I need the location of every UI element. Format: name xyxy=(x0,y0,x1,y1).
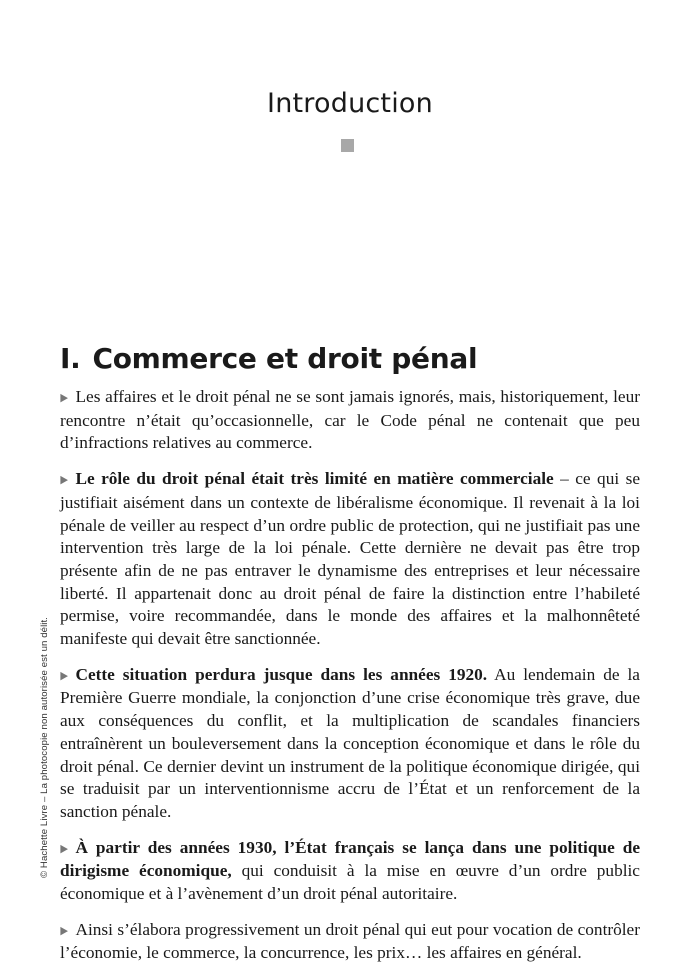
paragraph-2 xyxy=(60,468,640,651)
paragraph-5 xyxy=(60,919,640,965)
triangle-bullet-icon: ▶ xyxy=(60,474,69,487)
triangle-bullet-icon: ▶ xyxy=(60,924,69,937)
paragraph-4 xyxy=(60,837,640,906)
copyright-notice: © Hachette Livre – La photocopie non autorisée est un délit. xyxy=(39,616,50,878)
paragraph-1 xyxy=(60,386,640,455)
paragraph-text: qui conduisit à la mise en œuvre d’un ordre public économique et à l’avènement d’un droit pénal autoritaire. xyxy=(60,861,640,904)
section-number: I. xyxy=(60,342,81,375)
paragraph-text: Les affaires et le droit pénal ne se sont jamais ignorés, mais, historiquement, leur rencontre n’était qu’occasionnelle, car le Code pénal ne contenait que peu d’infractions relatives au commerce. xyxy=(60,387,640,453)
paragraph-text: Ainsi s’élabora progressivement un droit pénal qui eut pour vocation de contrôler l’économie, le commerce, la concurrence, les prix… les affaires en général. xyxy=(60,919,640,963)
paragraph-3 xyxy=(60,664,640,824)
title-ornament-square-icon xyxy=(341,139,354,152)
triangle-bullet-icon: ▶ xyxy=(60,669,69,682)
paragraph-lead: Le rôle du droit pénal était très limité en matière commerciale xyxy=(75,469,554,489)
triangle-bullet-icon: ▶ xyxy=(60,842,69,855)
paragraph-text: Au lendemain de la Première Guerre mondiale, la conjonction d’une crise économique très grave, due aux conséquences du conflit, et la multiplication de scandales financiers entraînèrent un bouleversement dans la conception économique et dans le rôle du droit pénal. Ce dernier devint un instrument de la politique économique dirigée, qui se traduisit par un interventionnisme accru de l’État et un renforcement de la sanction pénale. xyxy=(60,664,640,821)
section-title: Commerce et droit pénal xyxy=(92,342,478,375)
body-text xyxy=(60,386,640,978)
section-heading xyxy=(60,342,477,375)
paragraph-lead: À partir des années 1930, l’État français se lança dans une politique de dirigisme économique, xyxy=(60,837,640,881)
triangle-bullet-icon: ▶ xyxy=(60,392,69,404)
paragraph-lead: Cette situation perdura jusque dans les années 1920. xyxy=(75,664,488,684)
page-title: Introduction xyxy=(267,88,433,119)
paragraph-text: – ce qui se justifiait aisément dans un contexte de libéralisme économique. Il revenait à la loi pénale de veiller au respect d’un ordre public de protection, qui ne justifiait pas une intervention très large de la loi pénale. Cette dernière ne devait pas être trop présente afin de ne pas entraver le dynamisme des entreprises et leur nécessaire liberté. Il appartenait donc au droit pénal de faire la distinction entre l’habileté permise, voire recommandée, dans le monde des affaires et la malhonnêteté manifeste qui devait être sanctionnée. xyxy=(60,469,640,649)
